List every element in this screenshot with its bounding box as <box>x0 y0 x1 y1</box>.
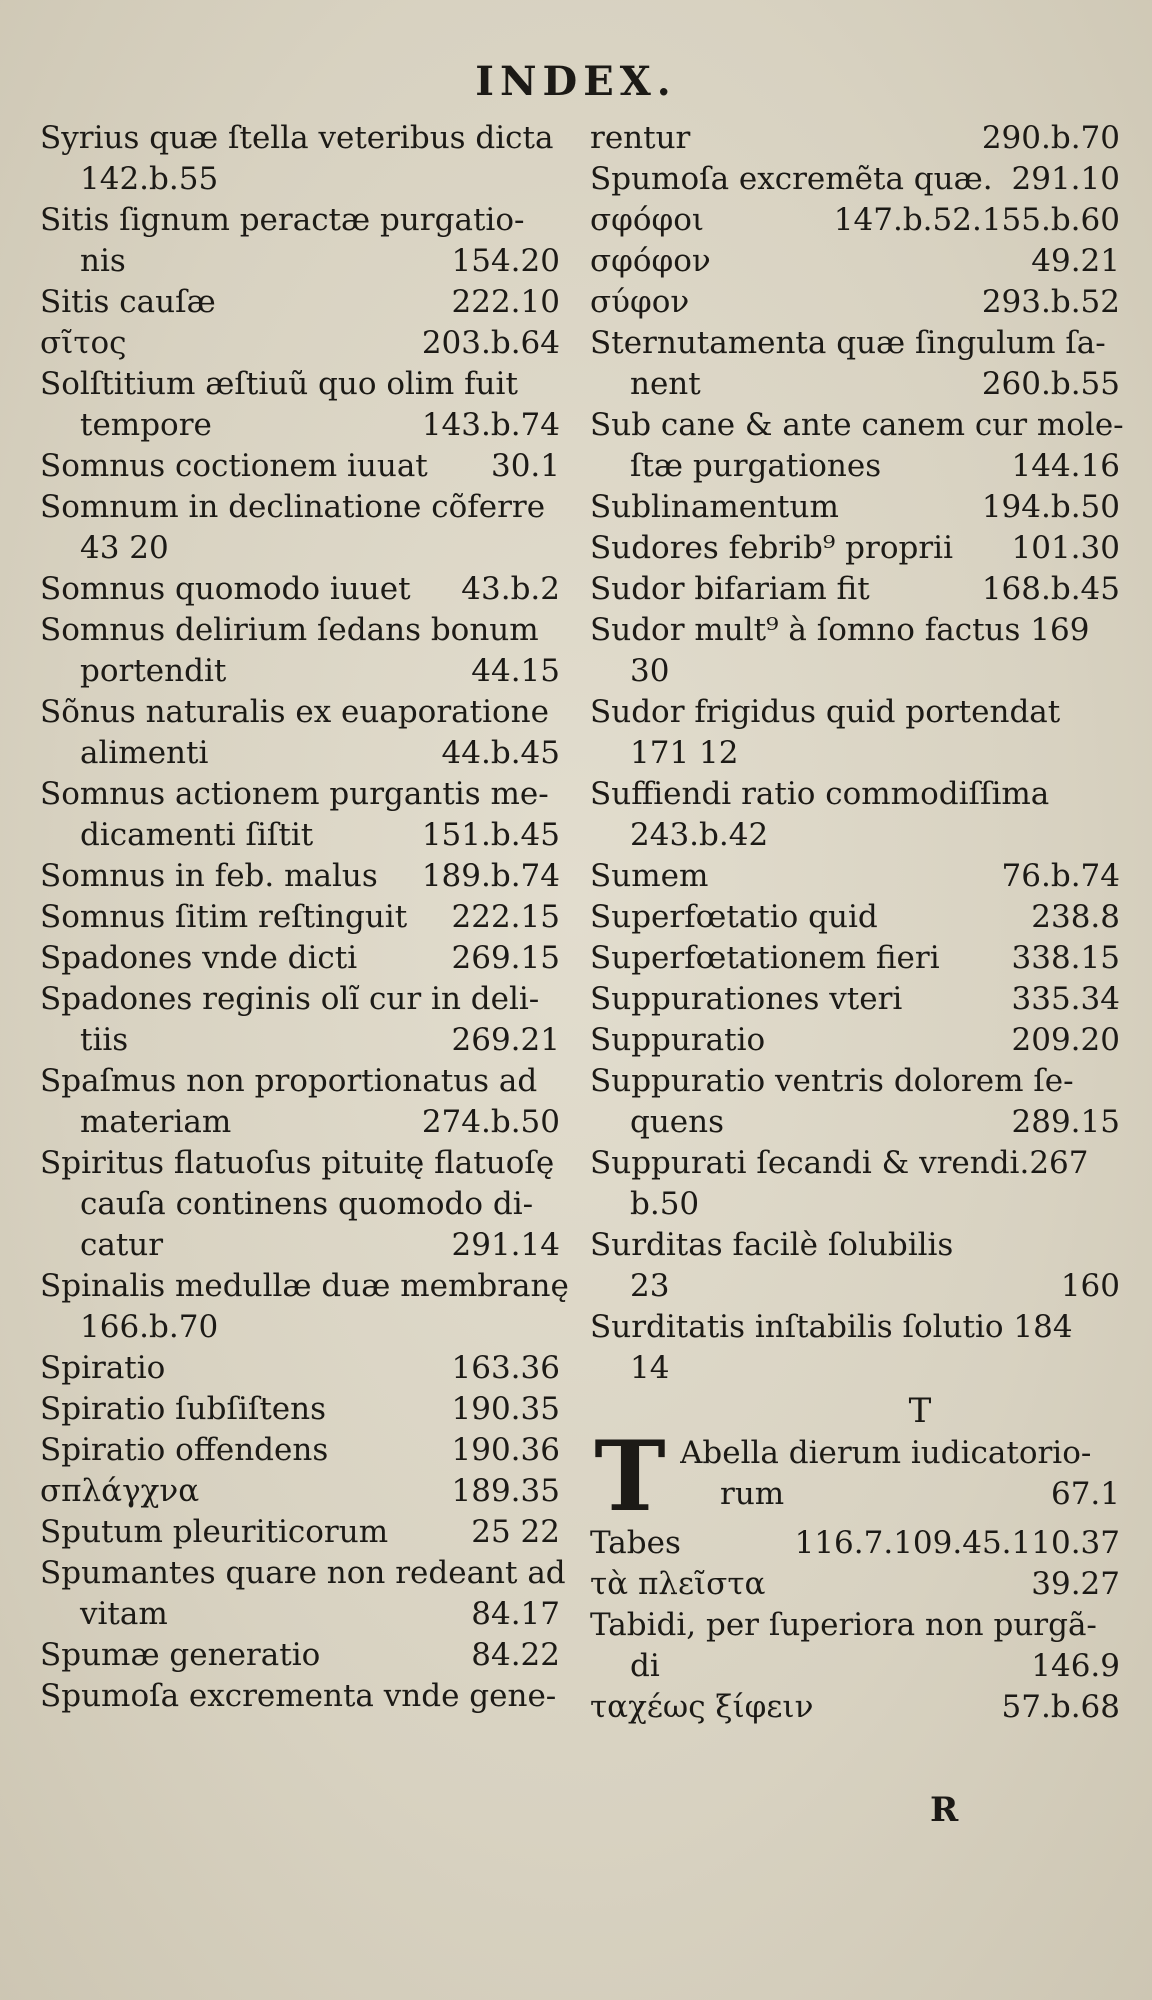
entry-line: 30 <box>630 653 670 689</box>
index-entry <box>590 487 1130 528</box>
entry-line: Sõnus naturalis ex euaporatione <box>40 694 549 730</box>
entry-line: Somnus ſitim reſtinguit <box>40 899 408 935</box>
entry-line: Suppurati ſecandi & vrendi.267 <box>590 1145 1089 1181</box>
entry-reference: 160 <box>1060 1268 1120 1304</box>
entry-line: Spadones vnde dicti <box>40 940 358 976</box>
index-entry <box>40 897 570 938</box>
entry-reference: 25 22 <box>471 1514 560 1550</box>
entry-reference: 190.36 <box>451 1432 560 1468</box>
entry-line: Surditas facilè ſolubilis <box>590 1227 954 1263</box>
entry-line: 43 20 <box>80 530 169 566</box>
entry-line: dicamenti ſiſtit <box>80 817 314 853</box>
entry-line: 166.b.70 <box>80 1309 219 1345</box>
entry-line: Sudor bifariam fit <box>590 571 870 607</box>
entry-line: σφόφον <box>590 243 711 279</box>
entry-line: tiis <box>80 1022 129 1058</box>
entry-line: rentur <box>590 120 691 156</box>
index-entry <box>40 1430 570 1471</box>
entry-reference: 203.b.64 <box>421 325 560 361</box>
entry-line: 14 <box>630 1350 670 1386</box>
index-entry <box>40 979 570 1061</box>
entry-line: Spaſmus non proportionatus ad <box>40 1063 538 1099</box>
entry-line: Sitis cauſæ <box>40 284 216 320</box>
index-entry <box>40 364 570 446</box>
index-entry <box>40 1676 570 1717</box>
dropcap-entry-text <box>680 1433 1130 1515</box>
entry-line: Suppurationes vteri <box>590 981 903 1017</box>
index-entry <box>590 405 1130 487</box>
entry-reference: 338.15 <box>1011 940 1120 976</box>
entry-line: Sudor mult⁹ à ſomno factus 169 <box>590 612 1090 648</box>
index-entry <box>590 1523 1130 1564</box>
entry-line: Superfœtatio quid <box>590 899 878 935</box>
index-entry <box>40 446 570 487</box>
index-entry <box>40 1512 570 1553</box>
index-entry <box>40 1389 570 1430</box>
index-entry <box>590 1564 1130 1605</box>
index-entry <box>590 1143 1130 1225</box>
entry-reference: 209.20 <box>1011 1022 1120 1058</box>
entry-line: σπλάγχνα <box>40 1473 200 1509</box>
entry-line: Spumantes quare non redeant ad <box>40 1555 566 1591</box>
entry-reference: 84.22 <box>471 1637 560 1673</box>
entry-line: Suffiendi ratio commodiſſima <box>590 776 1050 812</box>
entry-line: rum <box>720 1476 785 1512</box>
entry-line: Somnus actionem purgantis me- <box>40 776 549 812</box>
index-entry <box>40 1061 570 1143</box>
entry-reference: 335.34 <box>1011 981 1120 1017</box>
entry-line: σύφον <box>590 284 690 320</box>
index-column-left <box>40 118 570 1717</box>
entry-line: Somnus delirium ſedans bonum <box>40 612 539 648</box>
entry-reference: 43.b.2 <box>461 571 560 607</box>
index-entry <box>40 282 570 323</box>
entry-line: Spiratio offendens <box>40 1432 329 1468</box>
entry-reference: 76.b.74 <box>1001 858 1120 894</box>
entry-line: Somnus coctionem iuuat <box>40 448 428 484</box>
entry-reference: 44.15 <box>471 653 560 689</box>
entry-line: Spiritus flatuoſus pituitę flatuoſę <box>40 1145 555 1181</box>
entry-line: Sputum pleuriticorum <box>40 1514 389 1550</box>
index-entry <box>590 692 1130 774</box>
entry-reference: 269.15 <box>451 940 560 976</box>
entry-line: Sternutamenta quæ ſingulum ſa- <box>590 325 1106 361</box>
entry-reference: 238.8 <box>1031 899 1120 935</box>
index-entry <box>40 118 570 200</box>
entry-reference: 190.35 <box>451 1391 560 1427</box>
entry-line: Abella dierum iudicatorio- <box>680 1435 1092 1471</box>
entry-reference: 290.b.70 <box>981 120 1120 156</box>
index-entry <box>590 1061 1130 1143</box>
index-entry <box>590 118 1130 159</box>
entry-line: Sub cane & ante canem cur mole- <box>590 407 1124 443</box>
entry-line: Surditatis inſtabilis ſolutio 184 <box>590 1309 1073 1345</box>
entry-line: Spumoſa excrementa vnde gene- <box>40 1678 557 1714</box>
entry-line: Sublinamentum <box>590 489 839 525</box>
entry-reference: 49.21 <box>1031 243 1120 279</box>
entry-line: Superfœtationem fieri <box>590 940 940 976</box>
entry-line: nis <box>80 243 126 279</box>
entry-reference: 67.1 <box>1050 1476 1120 1512</box>
entry-line: ταχέως ξίφειν <box>590 1689 814 1725</box>
entry-line: σφόφοι <box>590 202 705 238</box>
entry-line: 142.b.55 <box>80 161 219 197</box>
entry-reference: 189.b.74 <box>421 858 560 894</box>
index-entry <box>590 323 1130 405</box>
entry-reference: 57.b.68 <box>1001 1689 1120 1725</box>
index-entry <box>590 569 1130 610</box>
index-entry <box>40 200 570 282</box>
dropcap-entry <box>590 1420 1130 1533</box>
index-entry <box>590 241 1130 282</box>
index-entry <box>590 1605 1130 1687</box>
entry-line: σῖτος <box>40 325 127 361</box>
entry-line: alimenti <box>80 735 209 771</box>
index-entry <box>590 200 1130 241</box>
entry-reference: 289.15 <box>1011 1104 1120 1140</box>
entry-reference: 143.b.74 <box>421 407 560 443</box>
entry-line: Spumæ generatio <box>40 1637 321 1673</box>
index-entry <box>40 938 570 979</box>
entry-line: Spiratio ſubſiſtens <box>40 1391 327 1427</box>
entry-line: catur <box>80 1227 164 1263</box>
index-entry <box>590 159 1130 200</box>
entry-line: 23 <box>630 1268 670 1304</box>
entry-reference: 274.b.50 <box>421 1104 560 1140</box>
entry-reference: 293.b.52 <box>981 284 1120 320</box>
entry-line: portendit <box>80 653 227 689</box>
page-title: INDEX. <box>475 58 677 105</box>
entry-line: Sudores febrib⁹ proprii <box>590 530 953 566</box>
index-group-s <box>590 118 1130 1389</box>
index-entry <box>40 692 570 774</box>
entry-reference: 260.b.55 <box>981 366 1120 402</box>
index-entry <box>40 1348 570 1389</box>
entry-reference: 44.b.45 <box>441 735 560 771</box>
entry-reference: 194.b.50 <box>981 489 1120 525</box>
entry-line: Syrius quæ ſtella veteribus dicta <box>40 120 554 156</box>
index-entry <box>40 610 570 692</box>
entry-line: Spadones reginis olĩ cur in deli- <box>40 981 540 1017</box>
entry-line: Sitis ſignum peractæ purgatio- <box>40 202 525 238</box>
index-entry <box>590 979 1130 1020</box>
entry-reference: 84.17 <box>471 1596 560 1632</box>
index-entry <box>40 1471 570 1512</box>
entry-line: materiam <box>80 1104 232 1140</box>
entry-line: Tabes <box>590 1525 681 1561</box>
entry-line: Suppuratio ventris dolorem ſe- <box>590 1063 1074 1099</box>
entry-line: 243.b.42 <box>630 817 769 853</box>
entry-reference: 151.b.45 <box>421 817 560 853</box>
index-entry <box>40 1266 570 1348</box>
entry-reference: 116.7.109.45.110.37 <box>794 1525 1120 1561</box>
entry-reference: 144.16 <box>1011 448 1120 484</box>
index-entry <box>590 897 1130 938</box>
index-entry <box>40 856 570 897</box>
entry-reference: 291.14 <box>451 1227 560 1263</box>
index-entry <box>40 487 570 569</box>
index-entry <box>40 1635 570 1676</box>
entry-reference: 291.10 <box>1011 161 1120 197</box>
signature-mark: R <box>930 1790 959 1830</box>
entry-line: vitam <box>80 1596 168 1632</box>
index-entry <box>590 774 1130 856</box>
entry-reference: 30.1 <box>490 448 560 484</box>
entry-line: Spumoſa excremẽta quæ. <box>590 161 993 197</box>
entry-line: cauſa continens quomodo di- <box>80 1186 534 1222</box>
index-entry <box>590 1020 1130 1061</box>
index-entry <box>590 1307 1130 1389</box>
entry-line: Sumem <box>590 858 709 894</box>
drop-capital: T <box>594 1420 666 1533</box>
index-entry <box>40 1553 570 1635</box>
entry-line: Somnus in feb. malus <box>40 858 378 894</box>
index-entry <box>40 1143 570 1266</box>
index-entry <box>590 528 1130 569</box>
entry-line: Solſtitium æſtiuũ quo olim fuit <box>40 366 518 402</box>
index-entry <box>40 569 570 610</box>
index-group-t <box>590 1523 1130 1728</box>
entry-line: b.50 <box>630 1186 700 1222</box>
index-entry <box>590 282 1130 323</box>
entry-reference: 101.30 <box>1011 530 1120 566</box>
entry-line: Spiratio <box>40 1350 166 1386</box>
entry-line: Spinalis medullæ duæ membranę <box>40 1268 569 1304</box>
section-letter: T <box>908 1391 932 1431</box>
entry-reference: 146.9 <box>1031 1648 1120 1684</box>
entry-reference: 168.b.45 <box>981 571 1120 607</box>
index-entry <box>590 1225 1130 1307</box>
index-entry <box>40 323 570 364</box>
entry-reference: 189.35 <box>451 1473 560 1509</box>
entry-line: Somnus quomodo iuuet <box>40 571 411 607</box>
entry-reference: 154.20 <box>451 243 560 279</box>
entry-line: Sudor frigidus quid portendat <box>590 694 1061 730</box>
entry-reference: 147.b.52.155.b.60 <box>833 202 1120 238</box>
entry-line: quens <box>630 1104 725 1140</box>
index-entry <box>590 610 1130 692</box>
entry-line: Tabidi, per ſuperiora non purgã- <box>590 1607 1097 1643</box>
entry-line: nent <box>630 366 701 402</box>
index-entry <box>590 856 1130 897</box>
entry-reference: 222.15 <box>451 899 560 935</box>
entry-line: 171 12 <box>630 735 739 771</box>
index-entry <box>40 774 570 856</box>
entry-line: di <box>630 1648 660 1684</box>
entry-reference: 269.21 <box>451 1022 560 1058</box>
index-entry <box>590 1687 1130 1728</box>
entry-reference: 163.36 <box>451 1350 560 1386</box>
index-entry <box>590 938 1130 979</box>
entry-reference: 222.10 <box>451 284 560 320</box>
entry-reference: 39.27 <box>1031 1566 1120 1602</box>
entry-line: Somnum in declinatione cõferre <box>40 489 546 525</box>
index-column-right <box>590 118 1130 1728</box>
entry-line: Suppuratio <box>590 1022 766 1058</box>
entry-line: ſtæ purgationes <box>630 448 882 484</box>
entry-line: tempore <box>80 407 212 443</box>
entry-line: τὰ πλεῖστα <box>590 1566 766 1602</box>
